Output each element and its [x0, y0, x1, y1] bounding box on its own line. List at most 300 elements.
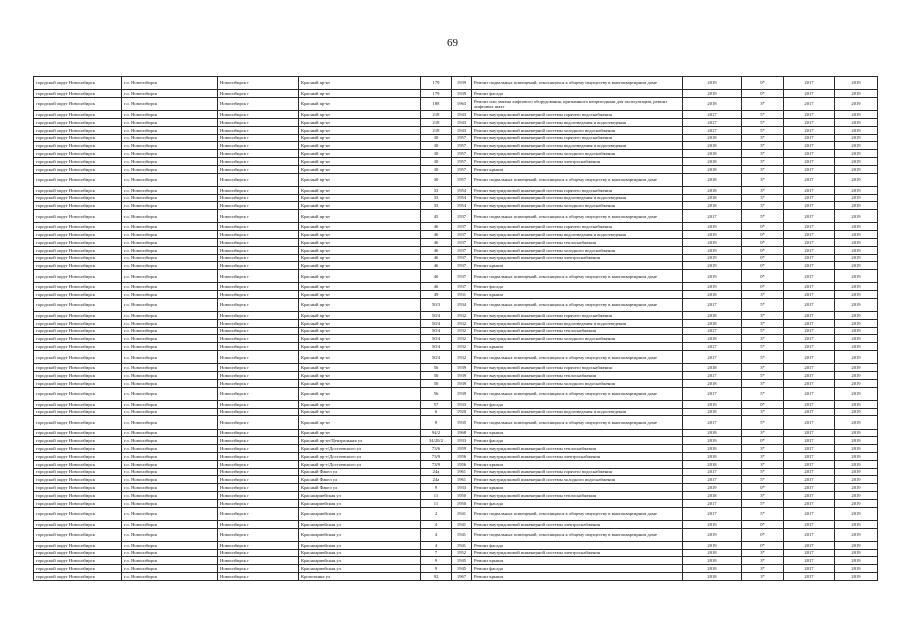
street-cell: Красный пр-кт — [299, 134, 421, 142]
district-cell: городской округ Новосибирск — [34, 343, 122, 351]
table-body — [34, 77, 878, 581]
year-built-cell: 1941 — [452, 541, 472, 549]
district-cell: городской округ Новосибирск — [34, 134, 122, 142]
work-type-cell: Ремонт крыши — [472, 262, 683, 270]
city-cell: Новосибирск г — [218, 484, 299, 492]
locality-cell: г.о. Новосибирск — [122, 499, 218, 507]
period-end-cell: 2019 — [835, 134, 878, 142]
estimate-mark-cell: 0* — [742, 238, 784, 246]
year-built-cell: 1934 — [452, 298, 472, 311]
district-cell: городской округ Новосибирск — [34, 400, 122, 408]
city-cell: Новосибирск г — [218, 111, 299, 119]
locality-cell: г.о. Новосибирск — [122, 549, 218, 557]
locality-cell: г.о. Новосибирск — [122, 194, 218, 202]
estimate-mark-cell: 5* — [742, 298, 784, 311]
city-cell: Новосибирск г — [218, 452, 299, 460]
work-type-cell: Ремонт крыши — [472, 557, 683, 565]
city-cell: Новосибирск г — [218, 254, 299, 262]
period-start-cell: 2017 — [784, 118, 835, 126]
period-start-cell: 2017 — [784, 541, 835, 549]
house-number-cell: 56 — [421, 387, 452, 400]
year-built-cell: 1950 — [452, 491, 472, 499]
period-end-cell: 2019 — [835, 499, 878, 507]
locality-cell: г.о. Новосибирск — [122, 77, 218, 90]
table-row — [34, 416, 878, 429]
city-cell: Новосибирск г — [218, 343, 299, 351]
street-cell: Красный пр-т/Достоевского ул — [299, 460, 421, 468]
year-built-cell: 1963 — [452, 97, 472, 110]
city-cell: Новосибирск г — [218, 210, 299, 223]
district-cell: городской округ Новосибирск — [34, 142, 122, 150]
period-start-cell: 2017 — [784, 437, 835, 445]
city-cell: Новосибирск г — [218, 499, 299, 507]
planned-year-cell: 2018 — [683, 364, 742, 372]
street-cell: Красный пр-кт — [299, 270, 421, 283]
district-cell: городской округ Новосибирск — [34, 186, 122, 194]
work-type-cell: Ремонт внутридомовой инженерной системы водоотведения и водоотведения — [472, 142, 683, 150]
locality-cell: г.о. Новосибирск — [122, 565, 218, 573]
work-type-cell: Ремонт подвальных помещений, относящихся к общему имуществу в многоквартирном доме — [472, 270, 683, 283]
planned-year-cell: 2018 — [683, 572, 742, 580]
street-cell: Красный пр-кт — [299, 210, 421, 223]
year-built-cell: 1933 — [452, 484, 472, 492]
year-built-cell: 1937 — [452, 262, 472, 270]
period-start-cell: 2017 — [784, 90, 835, 98]
city-cell: Новосибирск г — [218, 90, 299, 98]
table-row — [34, 194, 878, 202]
house-number-cell: 46 — [421, 231, 452, 239]
work-type-cell: Ремонт крыши — [472, 484, 683, 492]
table-row — [34, 157, 878, 165]
district-cell: городской округ Новосибирск — [34, 238, 122, 246]
work-type-cell: Ремонт внутридомовой инженерной системы горячего водоснабжения — [472, 223, 683, 231]
table-row — [34, 445, 878, 453]
city-cell: Новосибирск г — [218, 202, 299, 210]
city-cell: Новосибирск г — [218, 476, 299, 484]
street-cell: Красный пр-кт — [299, 90, 421, 98]
planned-year-cell: 2017 — [683, 343, 742, 351]
house-number-cell: 73/6 — [421, 445, 452, 453]
street-cell: Красный пр-кт — [299, 231, 421, 239]
house-number-cell: 50/4 — [421, 312, 452, 320]
year-built-cell: 1945 — [452, 557, 472, 565]
period-start-cell: 2017 — [784, 142, 835, 150]
period-start-cell: 2017 — [784, 246, 835, 254]
street-cell: Красноармейская ул — [299, 499, 421, 507]
locality-cell: г.о. Новосибирск — [122, 202, 218, 210]
year-built-cell: 1967 — [452, 572, 472, 580]
table-row — [34, 97, 878, 110]
year-built-cell: 1961 — [452, 468, 472, 476]
table-row — [34, 231, 878, 239]
work-type-cell: Ремонт внутридомовой инженерной системы электроснабжения — [472, 549, 683, 557]
district-cell: городской округ Новосибирск — [34, 387, 122, 400]
city-cell: Новосибирск г — [218, 549, 299, 557]
city-cell: Новосибирск г — [218, 351, 299, 364]
house-number-cell: 179 — [421, 77, 452, 90]
estimate-mark-cell: 0* — [742, 437, 784, 445]
period-end-cell: 2019 — [835, 238, 878, 246]
estimate-mark-cell: 3* — [742, 186, 784, 194]
year-built-cell: 1950 — [452, 499, 472, 507]
planned-year-cell: 2017 — [683, 118, 742, 126]
period-end-cell: 2019 — [835, 150, 878, 158]
street-cell: Красноармейская ул — [299, 507, 421, 520]
planned-year-cell: 2017 — [683, 210, 742, 223]
estimate-mark-cell: 5* — [742, 343, 784, 351]
planned-year-cell: 2019 — [683, 520, 742, 528]
locality-cell: г.о. Новосибирск — [122, 238, 218, 246]
city-cell: Новосибирск г — [218, 408, 299, 416]
year-built-cell: 1932 — [452, 343, 472, 351]
street-cell: Красный пр-кт — [299, 379, 421, 387]
planned-year-cell: 2018 — [683, 379, 742, 387]
planned-year-cell: 2019 — [683, 528, 742, 541]
planned-year-cell: 2017 — [683, 351, 742, 364]
period-end-cell: 2019 — [835, 142, 878, 150]
period-start-cell: 2017 — [784, 165, 835, 173]
house-number-cell: 50/4 — [421, 351, 452, 364]
house-number-cell: 30 — [421, 173, 452, 186]
street-cell: Красноармейская ул — [299, 541, 421, 549]
table-row — [34, 541, 878, 549]
year-built-cell: 1968 — [452, 429, 472, 437]
table-row — [34, 468, 878, 476]
year-built-cell: 1937 — [452, 246, 472, 254]
street-cell: Красный пр-кт — [299, 142, 421, 150]
locality-cell: г.о. Новосибирск — [122, 165, 218, 173]
estimate-mark-cell: 0* — [742, 262, 784, 270]
year-built-cell: 1939 — [452, 90, 472, 98]
year-built-cell: 1939 — [452, 379, 472, 387]
planned-year-cell: 2018 — [683, 291, 742, 299]
period-end-cell: 2019 — [835, 416, 878, 429]
year-built-cell: 1937 — [452, 231, 472, 239]
district-cell: городской округ Новосибирск — [34, 173, 122, 186]
period-end-cell: 2019 — [835, 186, 878, 194]
city-cell: Новосибирск г — [218, 194, 299, 202]
district-cell: городской округ Новосибирск — [34, 437, 122, 445]
locality-cell: г.о. Новосибирск — [122, 186, 218, 194]
street-cell: Красный пр-кт — [299, 319, 421, 327]
work-type-cell: Ремонт внутридомовой инженерной системы холодного водоснабжения — [472, 379, 683, 387]
year-built-cell: 1954 — [452, 186, 472, 194]
street-cell: Красный пр-кт — [299, 186, 421, 194]
city-cell: Новосибирск г — [218, 541, 299, 549]
city-cell: Новосибирск г — [218, 142, 299, 150]
street-cell: Красноармейская ул — [299, 520, 421, 528]
locality-cell: г.о. Новосибирск — [122, 291, 218, 299]
year-built-cell: 1939 — [452, 77, 472, 90]
year-built-cell: 1937 — [452, 254, 472, 262]
district-cell: городской округ Новосибирск — [34, 157, 122, 165]
estimate-mark-cell: 3* — [742, 572, 784, 580]
locality-cell: г.о. Новосибирск — [122, 541, 218, 549]
period-start-cell: 2017 — [784, 270, 835, 283]
period-end-cell: 2019 — [835, 283, 878, 291]
work-type-cell: Ремонт крыши — [472, 460, 683, 468]
work-type-cell: Ремонт внутридомовой инженерной системы водоотведения и водоотведения — [472, 231, 683, 239]
year-built-cell: 1932 — [452, 312, 472, 320]
district-cell: городской округ Новосибирск — [34, 460, 122, 468]
city-cell: Новосибирск г — [218, 416, 299, 429]
district-cell: городской округ Новосибирск — [34, 126, 122, 134]
table-row — [34, 327, 878, 335]
table-row — [34, 364, 878, 372]
period-start-cell: 2017 — [784, 400, 835, 408]
district-cell: городской округ Новосибирск — [34, 520, 122, 528]
work-type-cell: Ремонт или замена лифтового оборудования, признанного непригодным для эксплуатации, ремонт лифтовых шахт — [472, 97, 683, 110]
period-start-cell: 2017 — [784, 387, 835, 400]
street-cell: Красный пр-кт — [299, 246, 421, 254]
planned-year-cell: 2018 — [683, 202, 742, 210]
house-number-cell: 24а — [421, 468, 452, 476]
street-cell: Красный пр-кт — [299, 387, 421, 400]
planned-year-cell: 2018 — [683, 194, 742, 202]
street-cell: Красный пр-кт — [299, 416, 421, 429]
house-number-cell: 50/4 — [421, 343, 452, 351]
period-end-cell: 2019 — [835, 445, 878, 453]
district-cell: городской округ Новосибирск — [34, 111, 122, 119]
period-start-cell: 2017 — [784, 150, 835, 158]
locality-cell: г.о. Новосибирск — [122, 142, 218, 150]
house-number-cell: 94/2 — [421, 429, 452, 437]
locality-cell: г.о. Новосибирск — [122, 379, 218, 387]
table-row — [34, 520, 878, 528]
period-start-cell: 2017 — [784, 238, 835, 246]
year-built-cell: 1932 — [452, 327, 472, 335]
work-type-cell: Ремонт внутридомовой инженерной системы водоотведения и водоотведения — [472, 118, 683, 126]
locality-cell: г.о. Новосибирск — [122, 528, 218, 541]
district-cell: городской округ Новосибирск — [34, 202, 122, 210]
district-cell: городской округ Новосибирск — [34, 165, 122, 173]
estimate-mark-cell: 3* — [742, 134, 784, 142]
city-cell: Новосибирск г — [218, 312, 299, 320]
city-cell: Новосибирск г — [218, 319, 299, 327]
period-start-cell: 2017 — [784, 565, 835, 573]
district-cell: городской округ Новосибирск — [34, 491, 122, 499]
work-type-cell: Ремонт внутридомовой инженерной системы холодного водоснабжения — [472, 335, 683, 343]
planned-year-cell: 2017 — [683, 468, 742, 476]
street-cell: Красный пр-кт — [299, 111, 421, 119]
street-cell: Красный пр-кт — [299, 312, 421, 320]
year-built-cell: 1952 — [452, 549, 472, 557]
district-cell: городской округ Новосибирск — [34, 291, 122, 299]
locality-cell: г.о. Новосибирск — [122, 408, 218, 416]
street-cell: Красный пр-кт — [299, 408, 421, 416]
period-end-cell: 2019 — [835, 379, 878, 387]
table-row — [34, 111, 878, 119]
period-end-cell: 2019 — [835, 90, 878, 98]
estimate-mark-cell: 5* — [742, 416, 784, 429]
year-built-cell: 1957 — [452, 157, 472, 165]
district-cell: городской округ Новосибирск — [34, 283, 122, 291]
table-row — [34, 173, 878, 186]
period-end-cell: 2019 — [835, 549, 878, 557]
district-cell: городской округ Новосибирск — [34, 528, 122, 541]
period-end-cell: 2019 — [835, 312, 878, 320]
period-end-cell: 2019 — [835, 460, 878, 468]
district-cell: городской округ Новосибирск — [34, 223, 122, 231]
year-built-cell: 1932 — [452, 335, 472, 343]
planned-year-cell: 2019 — [683, 238, 742, 246]
city-cell: Новосибирск г — [218, 118, 299, 126]
estimate-mark-cell: 3* — [742, 565, 784, 573]
district-cell: городской округ Новосибирск — [34, 499, 122, 507]
work-type-cell: Ремонт фасада — [472, 90, 683, 98]
period-start-cell: 2017 — [784, 312, 835, 320]
work-type-cell: Ремонт крыши — [472, 572, 683, 580]
table-row — [34, 283, 878, 291]
planned-year-cell: 2018 — [683, 157, 742, 165]
estimate-mark-cell: 0* — [742, 283, 784, 291]
period-end-cell: 2019 — [835, 254, 878, 262]
planned-year-cell: 2018 — [683, 460, 742, 468]
house-number-cell: 218 — [421, 126, 452, 134]
house-number-cell: 50/4 — [421, 335, 452, 343]
work-type-cell: Ремонт внутридомовой инженерной системы горячего водоснабжения — [472, 364, 683, 372]
table-row — [34, 150, 878, 158]
work-type-cell: Ремонт подвальных помещений, относящихся к общему имуществу в многоквартирном доме — [472, 507, 683, 520]
district-cell: городской округ Новосибирск — [34, 364, 122, 372]
locality-cell: г.о. Новосибирск — [122, 270, 218, 283]
table-row — [34, 437, 878, 445]
year-built-cell: 1939 — [452, 364, 472, 372]
district-cell: городской округ Новосибирск — [34, 118, 122, 126]
estimate-mark-cell: 5* — [742, 499, 784, 507]
period-start-cell: 2017 — [784, 476, 835, 484]
work-type-cell: Ремонт внутридомовой инженерной системы теплоснабжения — [472, 372, 683, 380]
work-type-cell: Ремонт внутридомовой инженерной системы горячего водоснабжения — [472, 186, 683, 194]
planned-year-cell: 2017 — [683, 372, 742, 380]
year-built-cell: 1943 — [452, 118, 472, 126]
locality-cell: г.о. Новосибирск — [122, 491, 218, 499]
period-start-cell: 2017 — [784, 283, 835, 291]
district-cell: городской округ Новосибирск — [34, 335, 122, 343]
period-end-cell: 2019 — [835, 400, 878, 408]
year-built-cell: 1959 — [452, 445, 472, 453]
street-cell: Красноармейская ул — [299, 528, 421, 541]
period-start-cell: 2017 — [784, 372, 835, 380]
estimate-mark-cell: 0* — [742, 484, 784, 492]
work-type-cell: Ремонт внутридомовой инженерной системы водоотведения и водоотведения — [472, 319, 683, 327]
street-cell: Красный пр-кт — [299, 173, 421, 186]
estimate-mark-cell: 5* — [742, 118, 784, 126]
estimate-mark-cell: 5* — [742, 507, 784, 520]
period-start-cell: 2017 — [784, 134, 835, 142]
city-cell: Новосибирск г — [218, 291, 299, 299]
house-number-cell: 50/4 — [421, 327, 452, 335]
district-cell: городской округ Новосибирск — [34, 429, 122, 437]
locality-cell: г.о. Новосибирск — [122, 468, 218, 476]
period-start-cell: 2017 — [784, 445, 835, 453]
table-row — [34, 400, 878, 408]
planned-year-cell: 2018 — [683, 557, 742, 565]
estimate-mark-cell: 0* — [742, 541, 784, 549]
house-number-cell: 50/4 — [421, 319, 452, 327]
planned-year-cell: 2018 — [683, 165, 742, 173]
work-type-cell: Ремонт внутридомовой инженерной системы горячего водоснабжения — [472, 134, 683, 142]
work-type-cell: Ремонт подвальных помещений, относящихся к общему имуществу в многоквартирном доме — [472, 416, 683, 429]
estimate-mark-cell: 0* — [742, 520, 784, 528]
estimate-mark-cell: 3* — [742, 142, 784, 150]
street-cell: Красный пр-кт — [299, 126, 421, 134]
period-end-cell: 2019 — [835, 246, 878, 254]
table-row — [34, 387, 878, 400]
locality-cell: г.о. Новосибирск — [122, 210, 218, 223]
planned-year-cell: 2018 — [683, 97, 742, 110]
work-type-cell: Ремонт подвальных помещений, относящихся к общему имуществу в многоквартирном доме — [472, 210, 683, 223]
period-end-cell: 2019 — [835, 484, 878, 492]
period-start-cell: 2017 — [784, 379, 835, 387]
district-cell: городской округ Новосибирск — [34, 312, 122, 320]
period-start-cell: 2017 — [784, 254, 835, 262]
table-row — [34, 572, 878, 580]
period-start-cell: 2017 — [784, 223, 835, 231]
year-built-cell: 1945 — [452, 565, 472, 573]
locality-cell: г.о. Новосибирск — [122, 400, 218, 408]
planned-year-cell: 2019 — [683, 77, 742, 90]
period-start-cell: 2017 — [784, 468, 835, 476]
street-cell: Кропоткина ул — [299, 572, 421, 580]
work-type-cell: Ремонт подвальных помещений, относящихся к общему имуществу в многоквартирном доме — [472, 77, 683, 90]
year-built-cell: 1939 — [452, 387, 472, 400]
table-row — [34, 343, 878, 351]
locality-cell: г.о. Новосибирск — [122, 111, 218, 119]
year-built-cell: 1932 — [452, 351, 472, 364]
period-end-cell: 2019 — [835, 194, 878, 202]
house-number-cell: 9 — [421, 557, 452, 565]
house-number-cell: 9 — [421, 484, 452, 492]
locality-cell: г.о. Новосибирск — [122, 364, 218, 372]
city-cell: Новосибирск г — [218, 327, 299, 335]
period-end-cell: 2019 — [835, 319, 878, 327]
table-row — [34, 372, 878, 380]
city-cell: Новосибирск г — [218, 429, 299, 437]
locality-cell: г.о. Новосибирск — [122, 429, 218, 437]
street-cell: Красный пр-кт — [299, 335, 421, 343]
period-start-cell: 2017 — [784, 429, 835, 437]
year-built-cell: 1941 — [452, 520, 472, 528]
district-cell: городской округ Новосибирск — [34, 327, 122, 335]
estimate-mark-cell: 3* — [742, 549, 784, 557]
locality-cell: г.о. Новосибирск — [122, 97, 218, 110]
work-type-cell: Ремонт внутридомовой инженерной системы водоотведения и водоотведения — [472, 194, 683, 202]
planned-year-cell: 2017 — [683, 387, 742, 400]
house-number-cell: 30 — [421, 150, 452, 158]
city-cell: Новосибирск г — [218, 437, 299, 445]
planned-year-cell: 2018 — [683, 134, 742, 142]
street-cell: Красный пр-кт — [299, 77, 421, 90]
period-start-cell: 2017 — [784, 291, 835, 299]
planned-year-cell: 2018 — [683, 142, 742, 150]
estimate-mark-cell: 0* — [742, 223, 784, 231]
period-start-cell: 2017 — [784, 416, 835, 429]
work-type-cell: Ремонт внутридомовой инженерной системы электроснабжения — [472, 452, 683, 460]
street-cell: Красный пр-кт — [299, 291, 421, 299]
period-end-cell: 2019 — [835, 173, 878, 186]
city-cell: Новосибирск г — [218, 298, 299, 311]
city-cell: Новосибирск г — [218, 565, 299, 573]
table-row — [34, 238, 878, 246]
city-cell: Новосибирск г — [218, 335, 299, 343]
district-cell: городской округ Новосибирск — [34, 507, 122, 520]
period-end-cell: 2019 — [835, 520, 878, 528]
period-end-cell: 2019 — [835, 343, 878, 351]
period-end-cell: 2019 — [835, 157, 878, 165]
house-number-cell: 46 — [421, 270, 452, 283]
estimate-mark-cell: 3* — [742, 445, 784, 453]
